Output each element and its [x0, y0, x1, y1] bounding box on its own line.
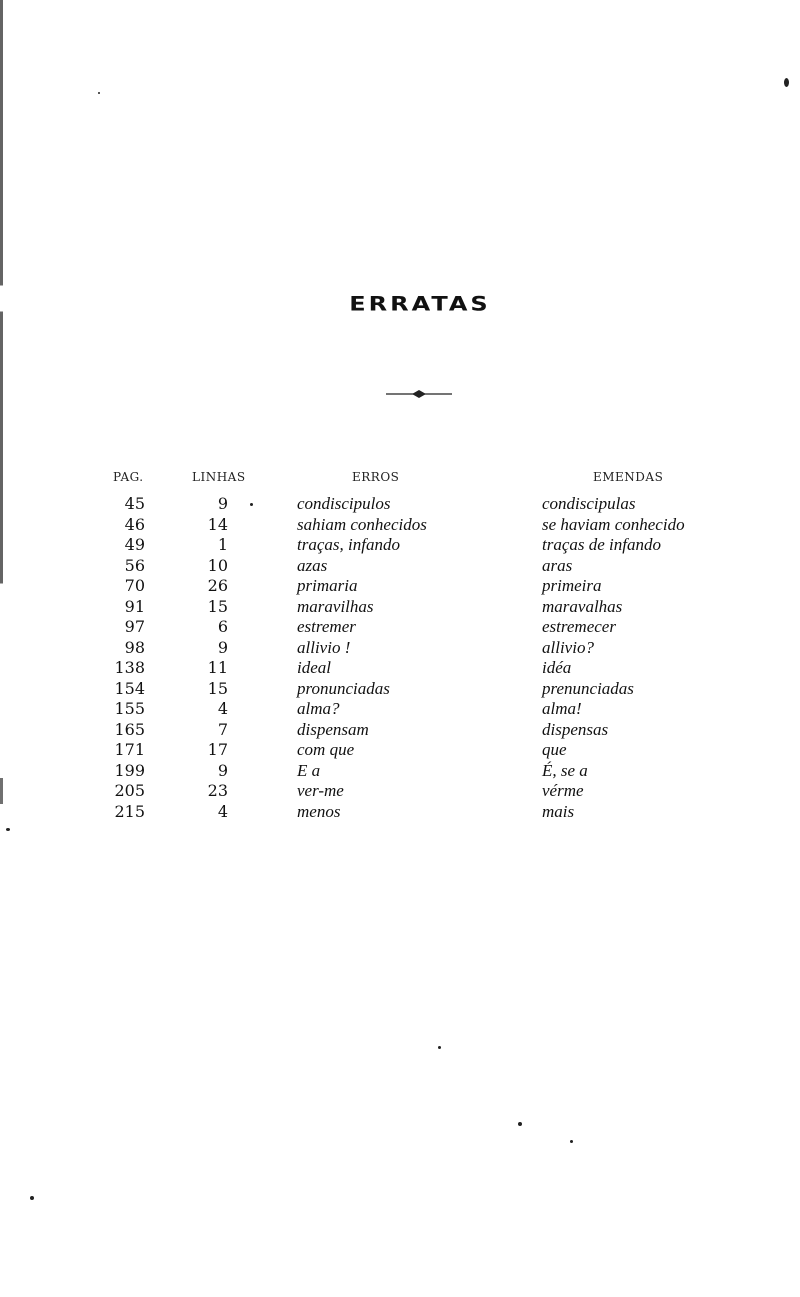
- cell-pag: 56: [124, 555, 145, 575]
- cell-linhas: 23: [207, 781, 228, 800]
- scan-speck: [570, 1140, 573, 1143]
- cell-erros: menos: [297, 801, 341, 821]
- table-row: [0, 597, 800, 618]
- cell-pag: 171: [114, 740, 145, 759]
- cell-emendas: estremecer: [542, 617, 616, 636]
- cell-pag: 165: [114, 719, 145, 739]
- table-row: [0, 515, 800, 536]
- scan-speck: [98, 92, 100, 94]
- cell-erros: com que: [297, 740, 355, 759]
- cell-pag: 205: [114, 781, 145, 800]
- cell-emendas: idéa: [542, 658, 572, 677]
- cell-erros: condiscipulos: [297, 494, 391, 513]
- cell-pag: 97: [124, 617, 145, 636]
- scan-speck: [518, 1122, 522, 1126]
- cell-emendas: primeira: [542, 576, 602, 595]
- cell-pag: 91: [124, 596, 145, 616]
- cell-linhas: 26: [207, 576, 228, 595]
- table-row: [0, 576, 800, 597]
- table-row: [0, 535, 800, 556]
- cell-emendas: É, se a: [542, 760, 588, 780]
- cell-erros: alma?: [297, 699, 340, 718]
- cell-emendas: se haviam conhecido: [542, 514, 685, 534]
- errata-rows: [0, 494, 800, 822]
- table-row: [0, 494, 800, 515]
- cell-emendas: mais: [542, 801, 575, 821]
- cell-linhas: 10: [207, 555, 228, 575]
- cell-pag: 45: [124, 494, 145, 513]
- cell-erros: dispensam: [297, 719, 369, 739]
- cell-emendas: vérme: [542, 781, 584, 800]
- cell-pag: 215: [114, 801, 145, 821]
- cell-erros: primaria: [297, 576, 358, 595]
- cell-emendas: maravalhas: [542, 596, 623, 616]
- table-row: [0, 556, 800, 577]
- cell-erros: sahiam conhecidos: [297, 514, 427, 534]
- scan-speck: [6, 828, 10, 831]
- cell-emendas: traças de infando: [542, 535, 661, 554]
- page-title: ERRATAS: [349, 292, 491, 316]
- cell-linhas: 11: [207, 658, 228, 677]
- cell-erros: ideal: [297, 658, 331, 677]
- cell-linhas: 15: [207, 678, 228, 698]
- table-row: [0, 617, 800, 638]
- scan-speck: [784, 78, 789, 87]
- cell-pag: 46: [124, 514, 145, 534]
- cell-erros: pronunciadas: [297, 678, 390, 698]
- cell-emendas: prenunciadas: [542, 678, 634, 698]
- cell-emendas: aras: [542, 555, 573, 575]
- cell-linhas: 9: [217, 760, 228, 780]
- cell-erros: azas: [297, 555, 328, 575]
- header-emendas: EMENDAS: [593, 470, 664, 484]
- cell-emendas: condiscipulas: [542, 494, 636, 513]
- cell-linhas: 6: [217, 617, 228, 636]
- divider-ornament: [386, 388, 452, 400]
- cell-pag: 98: [124, 637, 145, 657]
- table-row: [0, 761, 800, 782]
- cell-emendas: alma!: [542, 699, 582, 718]
- cell-erros: estremer: [297, 617, 356, 636]
- table-row: [0, 638, 800, 659]
- header-pag: PAG.: [113, 470, 144, 484]
- scan-speck: [250, 503, 253, 506]
- cell-linhas: 9: [217, 494, 228, 513]
- cell-emendas: dispensas: [542, 719, 609, 739]
- header-linhas: LINHAS: [192, 470, 246, 484]
- cell-erros: ver-me: [297, 781, 344, 800]
- cell-linhas: 14: [207, 514, 228, 534]
- cell-pag: 49: [124, 535, 145, 554]
- header-erros: ERROS: [352, 470, 400, 484]
- cell-linhas: 4: [217, 699, 228, 718]
- cell-erros: maravilhas: [297, 596, 374, 616]
- table-row: [0, 740, 800, 761]
- cell-pag: 70: [124, 576, 145, 595]
- table-row: [0, 658, 800, 679]
- scan-speck: [30, 1196, 34, 1200]
- cell-linhas: 1: [217, 535, 228, 554]
- cell-pag: 199: [114, 760, 145, 780]
- table-row: [0, 679, 800, 700]
- cell-pag: 155: [114, 699, 145, 718]
- cell-linhas: 7: [217, 719, 228, 739]
- cell-erros: allivio !: [297, 637, 351, 657]
- cell-emendas: allivio?: [542, 637, 594, 657]
- cell-linhas: 4: [217, 801, 228, 821]
- table-row: [0, 720, 800, 741]
- table-row: [0, 802, 800, 823]
- cell-erros: E a: [297, 760, 321, 780]
- cell-pag: 154: [114, 678, 145, 698]
- cell-pag: 138: [114, 658, 145, 677]
- cell-linhas: 17: [207, 740, 228, 759]
- cell-linhas: 15: [207, 596, 228, 616]
- table-row: [0, 781, 800, 802]
- cell-erros: traças, infando: [297, 535, 400, 554]
- cell-linhas: 9: [217, 637, 228, 657]
- scan-speck: [438, 1046, 441, 1049]
- table-row: [0, 699, 800, 720]
- cell-emendas: que: [542, 740, 567, 759]
